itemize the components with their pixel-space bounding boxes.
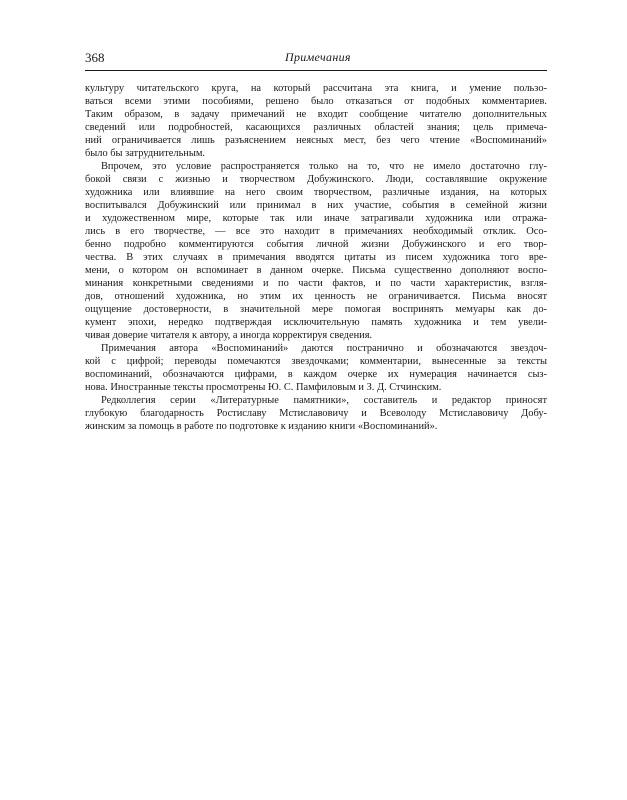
page-number: 368 <box>85 50 105 65</box>
running-title: Примечания <box>285 50 351 64</box>
text-line: художника или влиявшие на него своим творчеством, различные издания, на которых <box>85 187 547 198</box>
text-line: жинским за помощь в работе по подготовке к изданию книги «Воспоминаний». <box>85 421 438 432</box>
text-line: было бы затруднительным. <box>85 148 206 159</box>
text-line: чества. В этих случаях в примечания вводятся цитаты из писем художника того вре- <box>85 252 547 263</box>
header-rule <box>85 70 547 71</box>
text-line: ний ограничивается лишь разъяснением неясных мест, без чего чтение «Воспоминаний» <box>85 135 547 146</box>
paragraph <box>85 82 547 160</box>
text-line: культуру читательского круга, на который рассчитана эта книга, и умение пользо- <box>85 83 547 94</box>
text-line: кумент эпохи, нередко подтверждая исключительную память художника и тем увели- <box>85 317 547 328</box>
text-line: дов, отношений художника, но этим их ценность не ограничивается. Письма вносят <box>85 291 547 302</box>
text-line: лись в его творчестве, — все это находит в примечаниях необходимый отклик. Осо- <box>85 226 547 237</box>
text-line: ваться всеми этими пособиями, решено было отказаться от подобных комментариев. <box>85 96 547 107</box>
text-line: Таким образом, в задачу примечаний не входит сообщение читателю дополнительных <box>85 109 547 120</box>
text-line: Впрочем, это условие распространяется только на то, что не имело достаточно глу- <box>101 161 547 172</box>
paragraph <box>85 342 547 394</box>
paragraph <box>85 160 547 342</box>
body-text <box>85 82 547 433</box>
text-line: бокой связи с жизнью и творчеством Добужинского. Люди, составлявшие окружение <box>85 174 547 185</box>
text-line: Редколлегия серии «Литературные памятники», составитель и редактор приносят <box>101 395 547 406</box>
text-line: кой с цифрой; переводы помечаются звездочками; комментарии, вынесенные за тексты <box>85 356 547 367</box>
text-line: бенно подробно комментируются события личной жизни Добужинского и его твор- <box>85 239 547 250</box>
text-line: чивая доверие читателя к автору, а иногда корректируя сведения. <box>85 330 373 341</box>
text-line: ощущение достоверности, в значительной мере помогая воспринять мемуары как до- <box>85 304 547 315</box>
text-line: сведений или подробностей, касающихся различных областей знания; цель примеча- <box>85 122 547 133</box>
text-line: минания конкретными сведениями и по части фактов, и по части характеристик, взгля- <box>85 278 547 289</box>
text-line: мени, о котором он вспоминает в данном очерке. Письма существенно дополняют воспо- <box>85 265 547 276</box>
text-line: нова. Иностранные тексты просмотрены Ю. С. Памфиловым и З. Д. Стчинским. <box>85 382 442 393</box>
text-line: глубокую благодарность Ростиславу Мстиславовичу и Всеволоду Мстиславовичу Добу- <box>85 408 547 419</box>
text-line: воспитывался Добужинский или принимал в них участие, события в семейной жизни <box>85 200 547 211</box>
text-line: воспоминаний, обозначаются цифрами, в каждом очерке их нумерация начинается сыз- <box>85 369 547 380</box>
text-line: и художественном мире, которые так или иначе затрагивали художника или отража- <box>85 213 547 224</box>
page-header <box>85 50 547 68</box>
text-line: Примечания автора «Воспоминаний» даются постранично и обозначаются звездоч- <box>101 343 547 354</box>
paragraph <box>85 394 547 433</box>
